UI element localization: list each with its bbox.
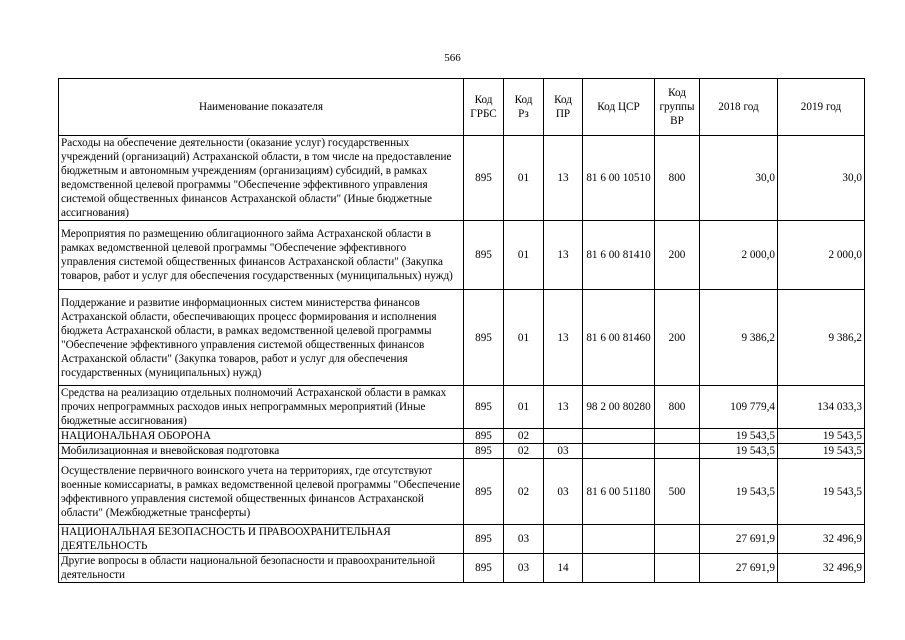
row-rz: 01: [504, 290, 544, 386]
row-csr: 81 6 00 81460: [583, 290, 655, 386]
row-2018: 2 000,0: [700, 221, 778, 290]
row-vr: [655, 429, 700, 444]
row-csr: 81 6 00 81410: [583, 221, 655, 290]
row-pr: 14: [544, 554, 583, 583]
row-2019: 134 033,3: [778, 386, 865, 429]
row-vr: [655, 554, 700, 583]
header-pr: Код ПР: [544, 79, 583, 136]
row-vr: 200: [655, 221, 700, 290]
row-rz: 02: [504, 459, 544, 525]
page-number: 566: [444, 52, 461, 64]
table-row: [59, 554, 865, 583]
row-rz: 02: [504, 429, 544, 444]
row-2018: 27 691,9: [700, 525, 778, 554]
row-grbs: 895: [464, 429, 504, 444]
row-2019: 19 543,5: [778, 459, 865, 525]
row-pr: [544, 429, 583, 444]
table-header-row: [59, 79, 865, 136]
row-2019: 19 543,5: [778, 429, 865, 444]
row-vr: 500: [655, 459, 700, 525]
row-pr: 13: [544, 290, 583, 386]
row-2019: 2 000,0: [778, 221, 865, 290]
row-name: Мероприятия по размещению облигационного займа Астраханской области в рамках ведомственной целевой программы "Обеспечение эффективного управления системой общественных финансов Астраханской области" (Закупка товаров, работ и услуг для обеспечения государственных (муниципальных) нужд): [59, 221, 464, 290]
row-csr: 81 6 00 10510: [583, 136, 655, 221]
header-rz: Код Рз: [504, 79, 544, 136]
table-row: [59, 459, 865, 525]
table-row: [59, 290, 865, 386]
row-name: НАЦИОНАЛЬНАЯ БЕЗОПАСНОСТЬ И ПРАВООХРАНИТЕЛЬНАЯ ДЕЯТЕЛЬНОСТЬ: [59, 525, 464, 554]
row-csr: 98 2 00 80280: [583, 386, 655, 429]
row-2019: 19 543,5: [778, 444, 865, 459]
header-csr: Код ЦСР: [583, 79, 655, 136]
row-name: Другие вопросы в области национальной безопасности и правоохранительной деятельности: [59, 554, 464, 583]
row-name: Мобилизационная и вневойсковая подготовка: [59, 444, 464, 459]
row-pr: 03: [544, 459, 583, 525]
row-grbs: 895: [464, 525, 504, 554]
row-2018: 109 779,4: [700, 386, 778, 429]
row-vr: 800: [655, 136, 700, 221]
row-grbs: 895: [464, 444, 504, 459]
row-grbs: 895: [464, 136, 504, 221]
row-2018: 27 691,9: [700, 554, 778, 583]
row-2018: 19 543,5: [700, 444, 778, 459]
table-row: [59, 444, 865, 459]
row-2019: 9 386,2: [778, 290, 865, 386]
row-name: Расходы на обеспечение деятельности (оказание услуг) государственных учреждений (организаций) Астраханской области, в том числе на предоставление бюджетным и автономным учреждениям (организациям) субсидий, в рамках ведомственной целевой программы "Обеспечение эффективного управления системой общественных финансов Астраханской области" (Иные бюджетные ассигнования): [59, 136, 464, 221]
header-name: Наименование показателя: [59, 79, 464, 136]
header-vr: Код группы ВР: [655, 79, 700, 136]
row-csr: [583, 429, 655, 444]
row-rz: 01: [504, 386, 544, 429]
row-rz: 01: [504, 221, 544, 290]
row-2018: 9 386,2: [700, 290, 778, 386]
table-row: [59, 221, 865, 290]
row-grbs: 895: [464, 221, 504, 290]
row-vr: [655, 525, 700, 554]
row-rz: 02: [504, 444, 544, 459]
row-grbs: 895: [464, 459, 504, 525]
row-pr: 03: [544, 444, 583, 459]
budget-table: [58, 78, 865, 583]
row-2018: 30,0: [700, 136, 778, 221]
row-name: Осуществление первичного воинского учета на территориях, где отсутствуют военные комиссариаты, в рамках ведомственной целевой программы "Обеспечение эффективного управления системой общественных финансов Астраханской области" (Межбюджетные трансферты): [59, 459, 464, 525]
table-row: [59, 525, 865, 554]
row-2019: 32 496,9: [778, 554, 865, 583]
row-rz: 03: [504, 525, 544, 554]
row-grbs: 895: [464, 386, 504, 429]
row-vr: [655, 444, 700, 459]
header-2018: 2018 год: [700, 79, 778, 136]
row-2018: 19 543,5: [700, 459, 778, 525]
row-pr: 13: [544, 221, 583, 290]
row-csr: [583, 525, 655, 554]
row-csr: [583, 444, 655, 459]
table-row: [59, 429, 865, 444]
row-rz: 03: [504, 554, 544, 583]
row-vr: 800: [655, 386, 700, 429]
row-grbs: 895: [464, 290, 504, 386]
row-csr: [583, 554, 655, 583]
row-2019: 32 496,9: [778, 525, 865, 554]
table-row: [59, 386, 865, 429]
row-name: Поддержание и развитие информационных систем министерства финансов Астраханской области, обеспечивающих процесс формирования и исполнения бюджета Астраханской области, в рамках ведомственной целевой программы "Обеспечение эффективного управления системой общественных финансов Астраханской области" (Закупка товаров, работ и услуг для обеспечения государственных (муниципальных) нужд): [59, 290, 464, 386]
row-pr: 13: [544, 136, 583, 221]
row-2019: 30,0: [778, 136, 865, 221]
row-2018: 19 543,5: [700, 429, 778, 444]
row-name: НАЦИОНАЛЬНАЯ ОБОРОНА: [59, 429, 464, 444]
row-pr: [544, 525, 583, 554]
header-grbs: Код ГРБС: [464, 79, 504, 136]
table-row: [59, 136, 865, 221]
row-pr: 13: [544, 386, 583, 429]
header-2019: 2019 год: [778, 79, 865, 136]
row-rz: 01: [504, 136, 544, 221]
row-grbs: 895: [464, 554, 504, 583]
row-name: Средства на реализацию отдельных полномочий Астраханской области в рамках прочих непрограммных расходов иных непрограммных мероприятий (Иные бюджетные ассигнования): [59, 386, 464, 429]
row-vr: 200: [655, 290, 700, 386]
row-csr: 81 6 00 51180: [583, 459, 655, 525]
